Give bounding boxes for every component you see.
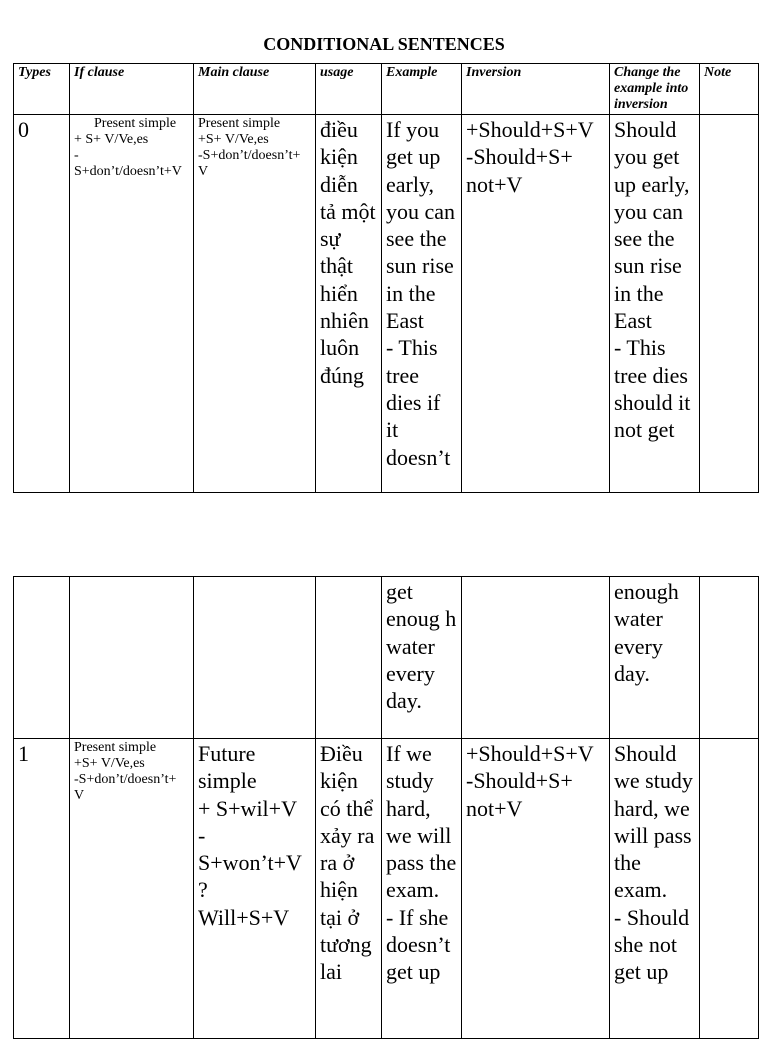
header-change: Change the example into inversion — [610, 64, 700, 115]
page-title: CONDITIONAL SENTENCES — [263, 34, 505, 54]
cell-inversion: +Should+S+V -Should+S+ not+V — [462, 739, 610, 1039]
cell-note — [700, 115, 759, 493]
cell-type: 1 — [14, 739, 70, 1039]
header-types: Types — [14, 64, 70, 115]
table-row-type-1 — [14, 739, 759, 1039]
header-note: Note — [700, 64, 759, 115]
header-row — [14, 64, 759, 115]
table-row-type-0-continued — [14, 577, 759, 739]
cell-type: 0 — [14, 115, 70, 493]
cell-if-clause: Present simple +S+ V/Ve,es -S+don’t/doesn’t+ V — [70, 739, 194, 1039]
cell-example: If we study hard, we will pass the exam. - If she doesn’t get up — [382, 739, 462, 1039]
cell-usage — [316, 577, 382, 739]
cell-main-clause: Present simple +S+ V/Ve,es -S+don’t/doesn’t+ V — [194, 115, 316, 493]
header-if-clause: If clause — [70, 64, 194, 115]
cell-usage: điều kiện diễn tả một sự thật hiển nhiên luôn đúng — [316, 115, 382, 493]
cell-main-clause — [194, 577, 316, 739]
cell-example: If you get up early, you can see the sun rise in the East - This tree dies if it doesn’t — [382, 115, 462, 493]
header-usage: usage — [316, 64, 382, 115]
cell-type — [14, 577, 70, 739]
cell-change: enough water every day. — [610, 577, 700, 739]
cell-note — [700, 739, 759, 1039]
table-row-type-0 — [14, 115, 759, 493]
header-example: Example — [382, 64, 462, 115]
cell-change: Should we study hard, we will pass the exam. - Should she not get up — [610, 739, 700, 1039]
cell-if-clause: Present simple + S+ V/Ve,es - S+don’t/doesn’t+V — [70, 115, 194, 493]
cell-inversion: +Should+S+V -Should+S+ not+V — [462, 115, 610, 493]
conditional-table-part-1 — [13, 63, 759, 493]
header-main-clause: Main clause — [194, 64, 316, 115]
header-inversion: Inversion — [462, 64, 610, 115]
cell-note — [700, 577, 759, 739]
cell-if-clause — [70, 577, 194, 739]
cell-change: Should you get up early, you can see the sun rise in the East - This tree dies should it not get — [610, 115, 700, 493]
conditional-table-part-2 — [13, 576, 759, 1039]
cell-inversion — [462, 577, 610, 739]
cell-example: get enoug h water every day. — [382, 577, 462, 739]
cell-main-clause: Future simple + S+wil+V - S+won’t+V ? Will+S+V — [194, 739, 316, 1039]
cell-usage: Điều kiện có thể xảy ra ra ở hiện tại ở tương lai — [316, 739, 382, 1039]
